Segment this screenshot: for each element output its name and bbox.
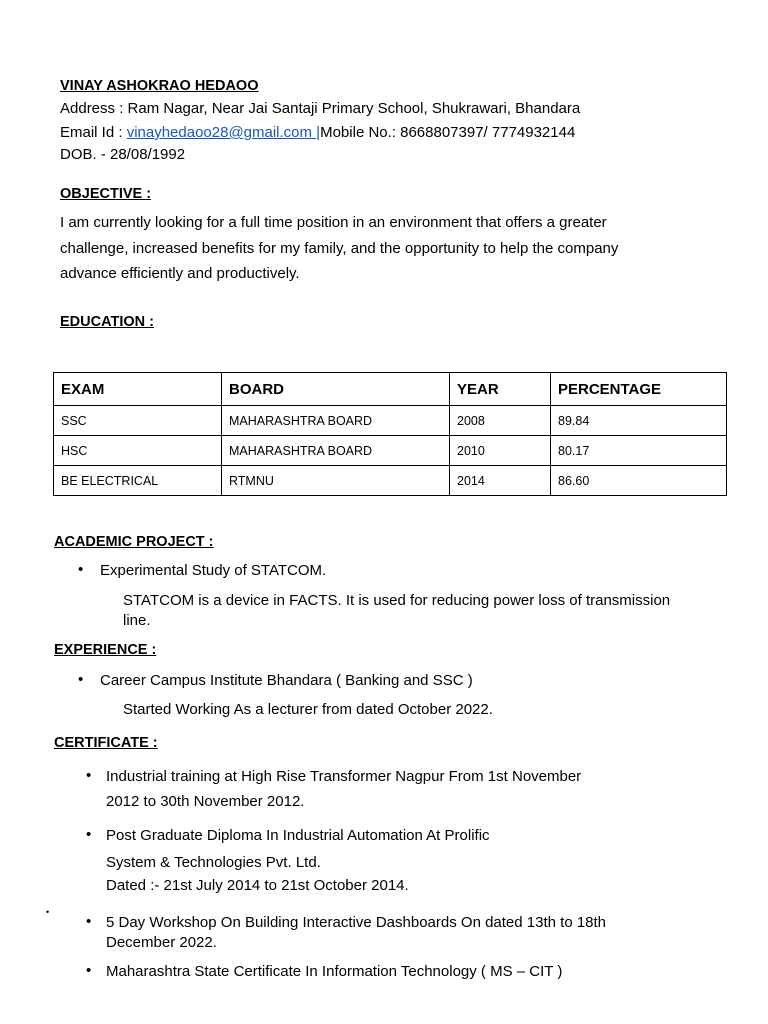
objective-line-2: challenge, increased benefits for my family, and the opportunity to help the company [60, 240, 619, 257]
date-of-birth: DOB. - 28/08/1992 [60, 146, 186, 163]
certificate-1-line-1: Industrial training at High Rise Transformer Nagpur From 1st November [106, 768, 582, 785]
column-header-board: BOARD [222, 373, 450, 406]
objective-line-1: I am currently looking for a full time position in an environment that offers a greater [60, 214, 607, 231]
table-row [54, 406, 727, 436]
certificate-2-line-2: System & Technologies Pvt. Ltd. [106, 854, 321, 871]
objective-line-3: advance efficiently and productively. [60, 265, 300, 282]
objective-heading: OBJECTIVE : [60, 186, 152, 202]
table-cell: 89.84 [551, 406, 727, 436]
certificate-2-line-1: Post Graduate Diploma In Industrial Automation At Prolific [106, 827, 490, 844]
bullet-icon: • [78, 561, 84, 578]
bullet-icon: • [78, 671, 84, 688]
table-cell: 2014 [450, 466, 551, 496]
education-table [53, 372, 727, 496]
table-cell: 2008 [450, 406, 551, 436]
email-link[interactable]: vinayhedaoo28@gmail.com | [126, 124, 321, 141]
bullet-icon: • [86, 962, 92, 979]
table-row [54, 466, 727, 496]
certificate-3-line-2: December 2022. [106, 934, 217, 951]
table-cell: 2010 [450, 436, 551, 466]
table-row [54, 436, 727, 466]
table-cell: MAHARASHTRA BOARD [222, 406, 450, 436]
address: Address : Ram Nagar, Near Jai Santaji Primary School, Shukrawari, Bhandara [60, 100, 581, 117]
mobile-number: Mobile No.: 8668807397/ 7774932144 [320, 124, 576, 141]
table-header-row [54, 373, 727, 406]
bullet-icon: • [86, 767, 92, 784]
column-header-year: YEAR [450, 373, 551, 406]
email-label: Email Id : [60, 124, 127, 141]
table-cell: 86.60 [551, 466, 727, 496]
candidate-name: VINAY ASHOKRAO HEDAOO [60, 78, 259, 94]
table-cell: SSC [54, 406, 222, 436]
certificate-heading: CERTIFICATE : [54, 735, 158, 751]
table-cell: BE ELECTRICAL [54, 466, 222, 496]
project-title: Experimental Study of STATCOM. [100, 562, 327, 579]
experience-heading: EXPERIENCE : [54, 642, 157, 658]
email-row [60, 124, 575, 141]
stray-dot: • [46, 907, 50, 917]
table-cell: MAHARASHTRA BOARD [222, 436, 450, 466]
certificate-2-line-3: Dated :- 21st July 2014 to 21st October 2014. [106, 877, 409, 894]
table-cell: RTMNU [222, 466, 450, 496]
bullet-icon: • [86, 913, 92, 930]
column-header-exam: EXAM [54, 373, 222, 406]
experience-desc: Started Working As a lecturer from dated October 2022. [123, 701, 493, 718]
certificate-1-line-2: 2012 to 30th November 2012. [106, 793, 305, 810]
project-desc-line-2: line. [123, 612, 151, 629]
bullet-icon: • [86, 826, 92, 843]
column-header-percentage: PERCENTAGE [551, 373, 727, 406]
table-cell: HSC [54, 436, 222, 466]
project-desc-line-1: STATCOM is a device in FACTS. It is used for reducing power loss of transmission [123, 592, 671, 609]
academic-project-heading: ACADEMIC PROJECT : [54, 534, 214, 550]
education-heading: EDUCATION : [60, 314, 154, 330]
table-cell: 80.17 [551, 436, 727, 466]
certificate-3-line-1: 5 Day Workshop On Building Interactive Dashboards On dated 13th to 18th [106, 914, 607, 931]
experience-item: Career Campus Institute Bhandara ( Banking and SSC ) [100, 672, 473, 689]
certificate-4-line-1: Maharashtra State Certificate In Information Technology ( MS – CIT ) [106, 963, 563, 980]
